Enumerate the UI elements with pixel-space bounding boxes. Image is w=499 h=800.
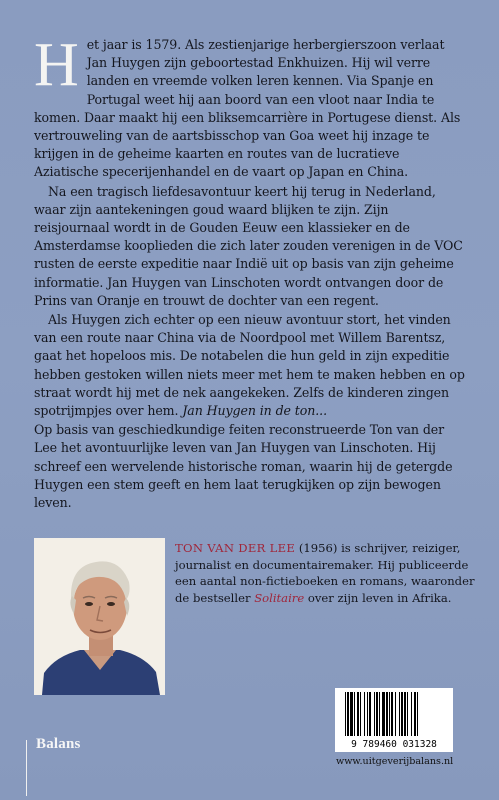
blurb-text-3: Als Huygen zich echter op een nieuw avontuur stort, het vinden van een route naar China via de Noordpool met Willem Barentsz, gaat het hopeloos mis. De notabelen die hun geld in zijn expeditie hebben gestoken willen niets meer met hem te maken hebben en op straat wordt hij met de nek aangekeken. Zelfs de kinderen zingen spotrijmpjes over hem. xyxy=(34,312,465,419)
blurb-text-1: et jaar is 1579. Als zestienjarige herbergierszoon verlaat Jan Huygen zijn geboortestad Enkhuizen. Hij wil verre landen en vreemde volken leren kennen. Via Spanje en Portugal weet hij aan boord van een vloot naar India te komen. Daar maakt hij een bliksemcarrière in Portugese dienst. Als vertrouweling van de aartsbisschop van Goa weet hij inzage te krijgen in de geheime kaarten en routes van de lucratieve Aziatische specerijenhandel en de vaart op Japan en China. xyxy=(34,37,461,180)
author-portrait-illustration xyxy=(34,538,165,695)
blurb-italic-phrase: Jan Huygen in de ton... xyxy=(182,403,327,419)
back-cover-blurb xyxy=(34,31,466,513)
isbn-number: 9 789460 031328 xyxy=(335,738,453,752)
blurb-paragraph-3 xyxy=(34,311,466,420)
barcode-bars xyxy=(335,688,453,738)
publisher-logo: Balans xyxy=(36,736,81,752)
author-name: TON VAN DER LEE xyxy=(175,541,296,555)
publisher-divider xyxy=(26,740,27,796)
bio-text-b: over zijn leven in Afrika. xyxy=(304,590,452,605)
bestseller-title: Solitaire xyxy=(254,590,305,605)
author-bio xyxy=(175,540,475,606)
bio-text-a: (1956) is schrijver, reiziger, journalist en documentairemaker. Hij publiceerde een aantal non-fictieboeken en romans, waaronder de bestseller xyxy=(175,541,475,605)
drop-cap: H xyxy=(34,31,79,99)
blurb-paragraph-1 xyxy=(34,31,466,182)
author-photo xyxy=(34,538,165,695)
blurb-paragraph-2 xyxy=(34,183,466,310)
blurb-text-4: Op basis van geschiedkundige feiten reconstrueerde Ton van der Lee het avontuurlijke leven van Jan Huygen van Linschoten. Hij schreef een wervelende historische roman, waarin hij de getergde Huygen een stem geeft en hem laat terugkijken op zijn bewogen leven. xyxy=(34,422,453,511)
blurb-text-2: Na een tragisch liefdesavontuur keert hij terug in Nederland, waar zijn aantekeningen goud waard blijken te zijn. Zijn reisjournaal wordt in de Gouden Eeuw een klassieker en de Amsterdamse kooplieden die zich later zouden verenigen in de VOC rusten de eerste expeditie naar Indië uit op basis van zijn geheime informatie. Jan Huygen van Linschoten wordt ontvangen door de Prins van Oranje en trouwt de dochter van een regent. xyxy=(34,183,463,308)
blurb-paragraph-4 xyxy=(34,421,466,512)
publisher-url: www.uitgeverijbalans.nl xyxy=(336,756,454,767)
